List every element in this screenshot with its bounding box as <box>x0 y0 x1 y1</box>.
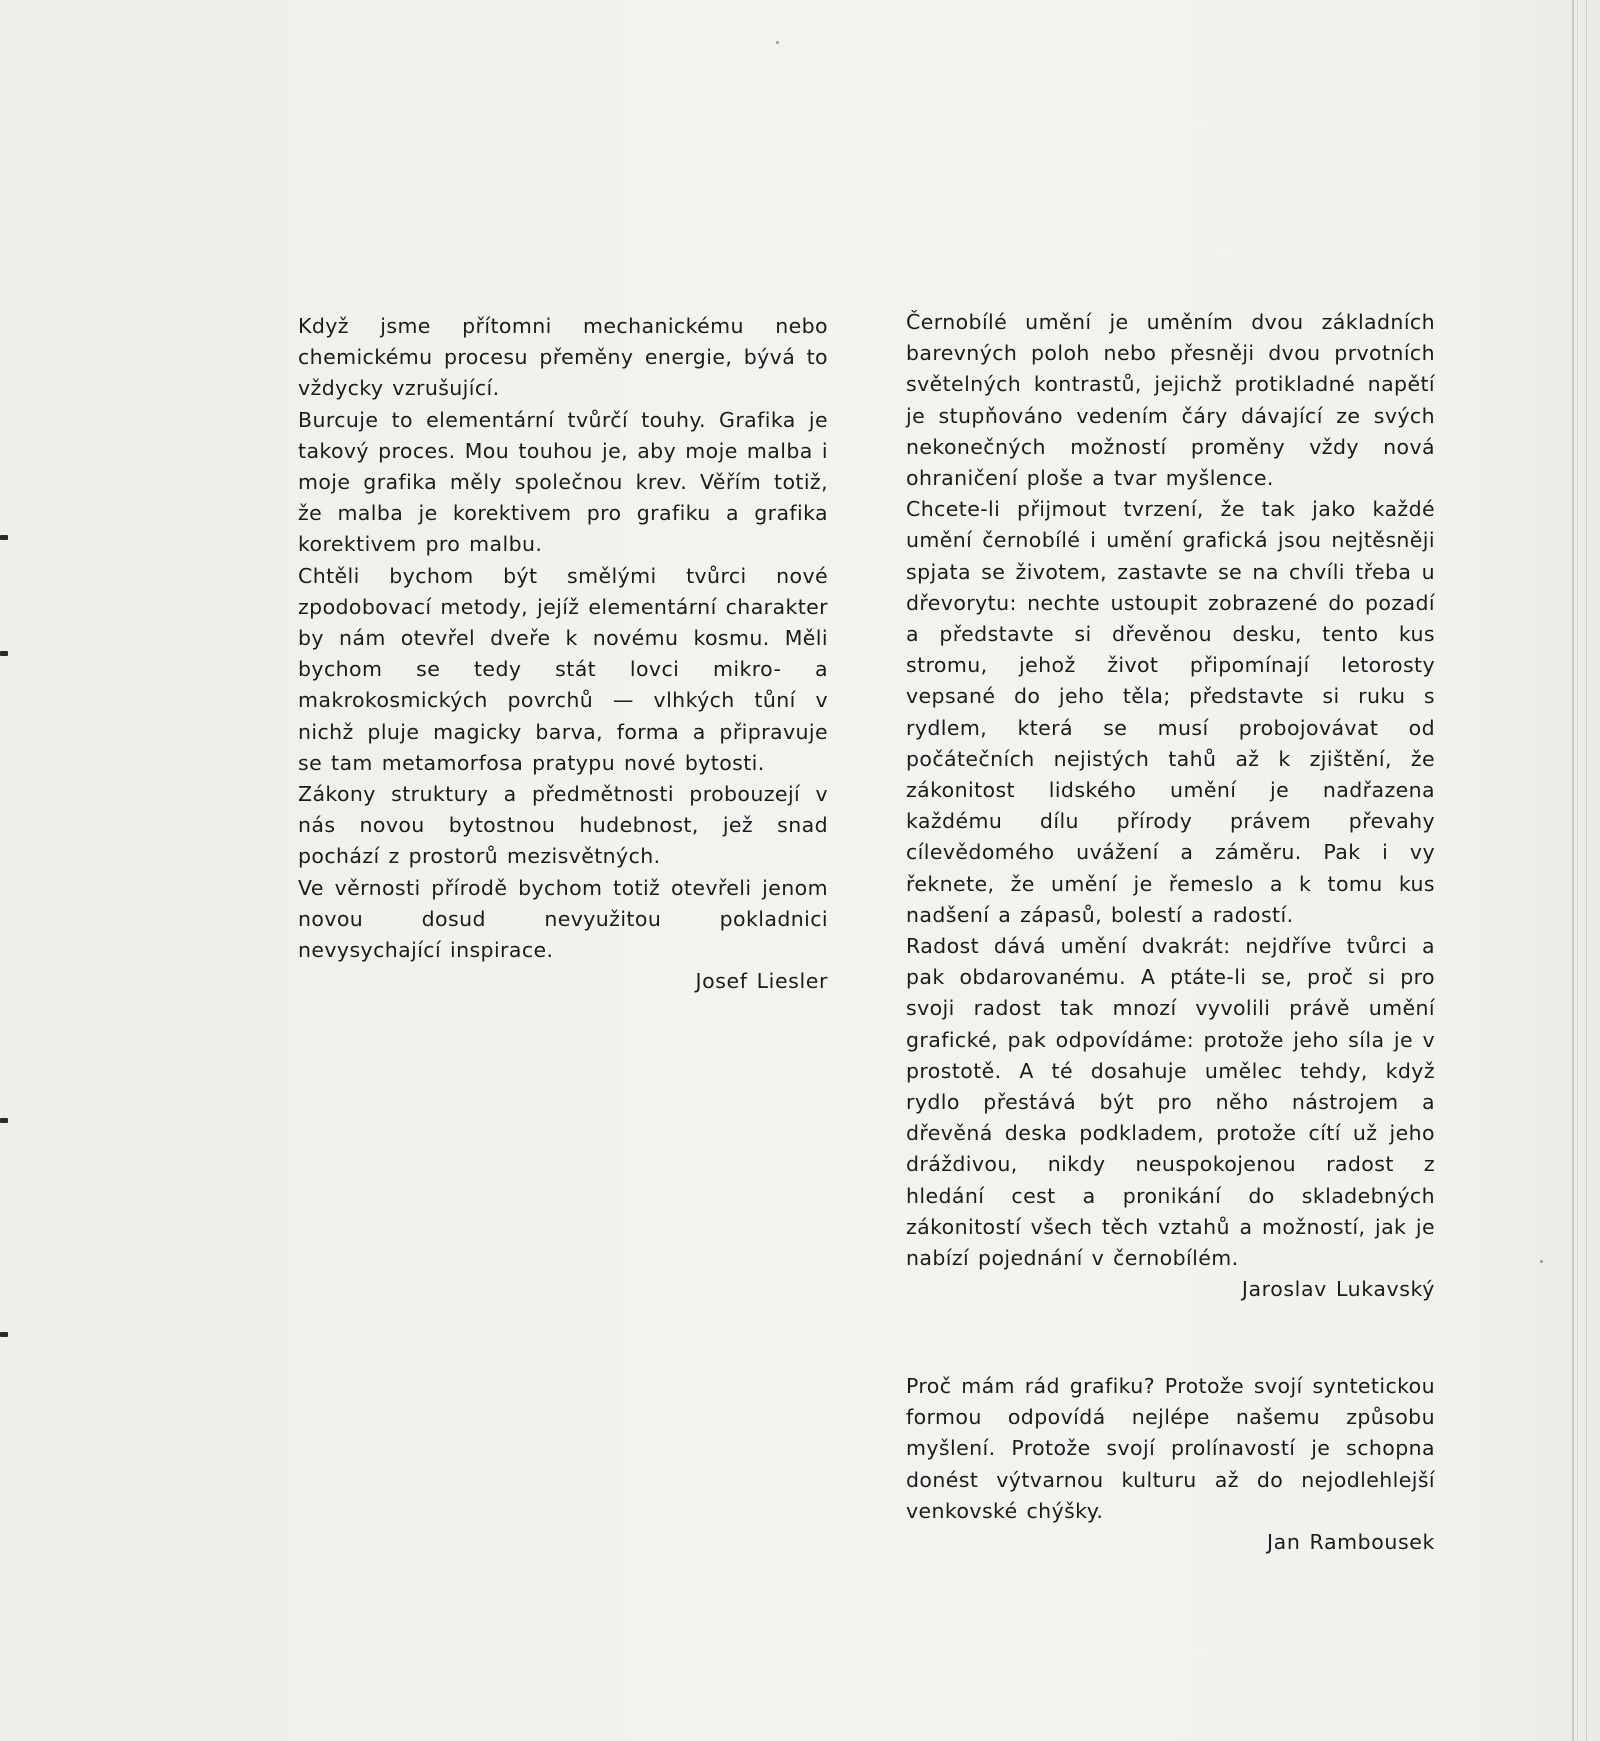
author-signature: Jaroslav Lukavský <box>1241 1277 1435 1302</box>
paragraph: Chcete-li přijmout tvrzení, že tak jako každé umění černobílé i umění grafická jsou nejtěsněji spjata se životem, zastavte se na chvíli třeba u dřevorytu: nechte ustoupit zobrazené do pozadí a představte si dřevěnou desku, tento kus stromu, jehož život připomínají letorosty vepsané do jeho těla; představte si ruku s rydlem, která se musí probojovávat od počátečních nejistých tahů až k zjištění, že zákonitost lidského umění je nadřazena každému dílu přírody právem převahy cílevědomého uvážení a záměru. Pak i vy řeknete, že umění je řemeslo a k tomu kus nadšení a zápasů, bolestí a radostí. <box>906 497 1435 927</box>
text-column-right-bottom <box>906 1371 1435 1558</box>
page-edge-line <box>1586 0 1587 1741</box>
paragraph: Radost dává umění dvakrát: nejdříve tvůrci a pak obdarovanému. A ptáte-li se, proč si pro svoji radost tak mnozí vyvolili právě umění grafické, pak odpovídáme: protože jeho síla je v prostotě. A té dosahuje umělec tehdy, když rydlo přestává být pro něho nástrojem a dřevěná deska podkladem, protože cítí už jeho dráždivou, nikdy neuspokojenou radost z hledání cest a pronikání do skladebných zákonitostí všech těch vztahů a možností, jak je nabízí pojednání v černobílém. <box>906 934 1435 1271</box>
page-edge-line <box>1577 0 1578 1741</box>
paper-speck <box>1540 1260 1543 1263</box>
binding-mark <box>0 651 8 656</box>
binding-mark <box>0 535 8 540</box>
paragraph: Proč mám rád grafiku? Protože svojí syntetickou formou odpovídá nejlépe našemu způsobu myšlení. Protože svojí prolínavostí je schopna donést výtvarnou kulturu až do nejodlehlejší venkovské chýšky. <box>906 1374 1435 1523</box>
binding-mark <box>0 1332 8 1337</box>
paragraph: Když jsme přítomni mechanickému nebo chemickému procesu přeměny energie, bývá to vždycky vzrušující. <box>298 314 828 401</box>
paper-speck <box>776 41 779 44</box>
text-column-left <box>298 311 828 997</box>
binding-mark <box>0 1118 8 1123</box>
author-signature: Josef Liesler <box>695 969 828 994</box>
paragraph: Černobílé umění je uměním dvou základních barevných poloh nebo přesněji dvou prvotních světelných kontrastů, jejichž protikladné napětí je stupňováno vedením čáry dávající ze svých nekonečných možností proměny vždy nová ohraničení ploše a tvar myšlence. <box>906 310 1435 491</box>
author-signature: Jan Rambousek <box>1267 1530 1435 1555</box>
paragraph: Chtěli bychom být smělými tvůrci nové zpodobovací metody, jejíž elementární charakter by nám otevřel dveře k novému kosmu. Měli bychom se tedy stát lovci mikro- a makrokosmických povrchů — vlhkých tůní v nichž pluje magicky barva, forma a připravuje se tam metamorfosa pratypu nové bytosti. <box>298 563 828 775</box>
paragraph: Ve věrnosti přírodě bychom totiž otevřeli jenom novou dosud nevyužitou pokladnici nevysychající inspirace. <box>298 875 828 963</box>
paragraph: Zákony struktury a předmětnosti probouzejí v nás novou bytostnou hudebnost, jež snad pochází z prostorů mezisvětných. <box>298 782 828 869</box>
paragraph: Burcuje to elementární tvůrčí touhy. Grafika je takový proces. Mou touhou je, aby moje malba i moje grafika měly společnou krev. Věřím totiž, že malba je korektivem pro grafiku a grafika korektivem pro malbu. <box>298 407 828 557</box>
text-column-right <box>906 307 1435 1306</box>
page-edge-line <box>1572 0 1574 1741</box>
